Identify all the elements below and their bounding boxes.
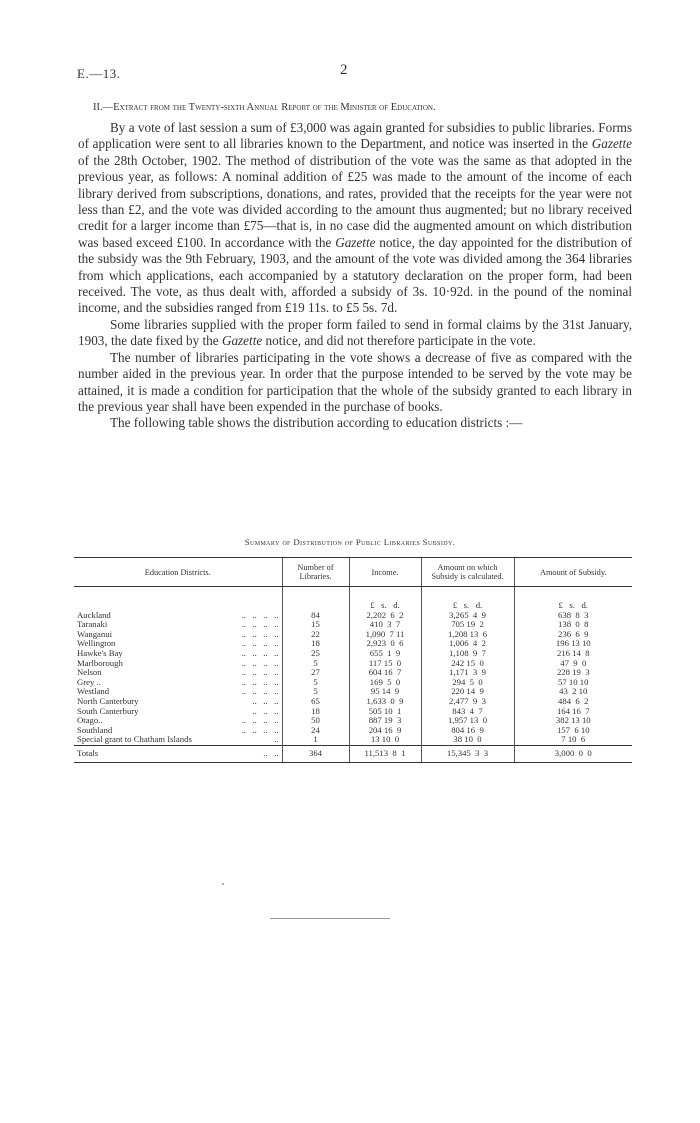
libraries-count: 5 [282,687,349,697]
district-name: South Canterbury [77,705,139,716]
end-rule [270,918,390,919]
totals-label: Totals [77,747,99,758]
unit-row [74,601,632,611]
libraries-count: 25 [282,649,349,659]
subsidy-value: 638 8 3 [514,611,632,621]
amount-value: 242 15 0 [421,659,514,669]
dot-leader: .. .. .. .. [241,628,279,639]
district-name: North Canterbury [77,695,139,706]
table-row [74,687,632,697]
subsidy-summary-table [74,557,632,763]
total-libraries: 364 [282,745,349,762]
amount-value: 294 5 0 [421,678,514,688]
spacer-row [74,587,632,602]
amount-value: 1,208 13 6 [421,630,514,640]
amount-value: 1,108 9 7 [421,649,514,659]
libraries-count: 15 [282,620,349,630]
gazette-italic: Gazette [221,333,263,349]
libraries-count: 5 [282,678,349,688]
table-row [74,639,632,649]
income-value: 169 5 0 [349,678,421,688]
subsidy-value: 382 13 10 [514,716,632,726]
dot-leader: .. .. .. .. [241,676,279,687]
subsidy-value: 236 6 9 [514,630,632,640]
table-row [74,668,632,678]
libraries-count: 65 [282,697,349,707]
section-numeral: II.— [93,102,114,113]
district-name: Marlborough [77,657,123,668]
unit-subsidy: £ s. d. [514,601,632,611]
income-value: 204 16 9 [349,726,421,736]
libraries-count: 22 [282,630,349,640]
amount-value: 1,171 3 9 [421,668,514,678]
unit-income: £ s. d. [349,601,421,611]
dot-leader: .. .. [263,747,279,758]
libraries-count: 18 [282,639,349,649]
income-value: 13 10 0 [349,735,421,745]
district-name: Wellington [77,638,116,649]
amount-value: 220 14 9 [421,687,514,697]
libraries-count: 84 [282,611,349,621]
amount-value: 804 16 9 [421,726,514,736]
income-value: 655 1 9 [349,649,421,659]
amount-value: 705 19 2 [421,620,514,630]
libraries-count: 27 [282,668,349,678]
paragraph-1-part-a: By a vote of last session a sum of £3,000 was again granted for subsidies to public libraries. Forms of application were sent to all libraries known to the Department, and notice was inserted in the [78,120,632,152]
amount-value: 1,006 4 2 [421,639,514,649]
district-name: Otago.. [77,715,103,726]
header-income: Income. [349,558,421,587]
amount-value: 3,265 4 9 [421,611,514,621]
dot-leader: .. .. .. .. [241,715,279,726]
subsidy-value: 216 14 8 [514,649,632,659]
district-name: Wanganui [77,628,113,639]
subsidy-value: 43 2 10 [514,687,632,697]
district-name: Hawke's Bay [77,647,123,658]
libraries-count: 1 [282,735,349,745]
totals-label-cell [74,745,282,762]
paragraph-2-part-b: notice, and did not therefore participate in the vote. [262,333,536,349]
stray-mark [222,883,224,885]
unit-amount: £ s. d. [421,601,514,611]
income-value: 117 15 0 [349,659,421,669]
paragraph-1-part-b: of the 28th October, 1902. The method of distribution of the vote was the same as that adopted in the previous year, as follows: A nominal addition of £25 was made to the amount of the income of each library derived from subscriptions, donations, and rates, provided that the receipts for the year were not less than £2, and the vote was divided according to the amount thus augmented; but no library received credit for a larger income than £75—that is, in no case did the augmented amount on which distribution was based exceed £100. In accordance with the [78,152,632,250]
dot-leader: .. .. .. .. [241,638,279,649]
table-row [74,678,632,688]
subsidy-value: 57 10 10 [514,678,632,688]
income-value: 1,633 0 9 [349,697,421,707]
dot-leader: .. .. .. .. [241,647,279,658]
table-row [74,649,632,659]
page-number: 2 [340,62,348,78]
table-title: Summary of Distribution of Public Libraries Subsidy. [244,537,456,547]
dot-leader: .. .. .. .. [241,686,279,697]
table-row [74,716,632,726]
income-value: 505 10 1 [349,707,421,717]
header-number: Number of Libraries. [282,558,349,587]
subsidy-value: 47 9 0 [514,659,632,669]
dot-leader: .. .. .. .. [241,619,279,630]
district-name: Auckland [77,609,111,620]
dot-leader: .. .. .. .. [241,724,279,735]
district-name: Westland [77,686,110,697]
total-income: 11,513 8 1 [349,745,421,762]
subsidy-value: 7 10 6 [514,735,632,745]
subsidy-value: 196 13 10 [514,639,632,649]
dot-leader: .. .. .. .. [241,667,279,678]
section-title [93,102,633,113]
report-body [78,120,632,432]
subsidy-value: 484 6 2 [514,697,632,707]
header-subsidy: Amount of Subsidy. [514,558,632,587]
subsidy-value: 138 0 8 [514,620,632,630]
libraries-count: 50 [282,716,349,726]
paragraph-1-part-c: notice, the day appointed for the distribution of the subsidy was the 9th February, 1903, and the amount of the vote was divided among the 364 libraries from which applications, each accompanied by a statutory declaration on the proper form, had been received. The vote, as thus dealt with, afforded a subsidy of 3s. 10·92d. in the pound of the nominal income, and the subsidies ranged from £19 11s. to £5 5s. 7d. [78,234,632,316]
paragraph-1 [78,120,632,317]
section-title-text: Extract from the Twenty-sixth Annual Report of the Minister of Education. [113,102,436,113]
income-value: 1,090 7 11 [349,630,421,640]
table-row [74,620,632,630]
income-value: 604 16 7 [349,668,421,678]
total-amount: 15,345 3 3 [421,745,514,762]
income-value: 887 19 3 [349,716,421,726]
gazette-italic: Gazette [591,136,632,152]
libraries-count: 24 [282,726,349,736]
amount-value: 843 4 7 [421,707,514,717]
district-name: Taranaki [77,619,108,630]
report-code: E.—13. [77,66,121,81]
income-value: 2,202 6 2 [349,611,421,621]
amount-value: 38 10 0 [421,735,514,745]
paragraph-4: The following table shows the distribution according to education districts :— [110,415,523,431]
paragraph-2-part-a: Some libraries supplied with the proper form failed to send in formal claims by the 31st January, 1903, the date fixed by the [78,316,632,349]
amount-value: 1,957 13 0 [421,716,514,726]
income-value: 2,923 0 6 [349,639,421,649]
table-body [74,587,632,763]
header-district: Education Districts. [74,558,282,587]
totals-row [74,745,632,762]
district-name: Grey .. [77,676,101,687]
gazette-italic: Gazette [335,234,376,250]
total-subsidy: 3,000 0 0 [514,745,632,762]
district-name: Nelson [77,667,102,678]
paragraph-3: The number of libraries participating in the vote shows a decrease of five as compared with the number aided in the previous year. In order that the purpose intended to be served by the vote may be attained, it is made a condition for participation that the whole of the subsidy granted to each library in the previous year shall have been expended in the purchase of books. [78,349,632,414]
district-name: Southland [77,724,113,735]
dot-leader: .. [274,734,279,745]
district-name: Special grant to Chatham Islands [77,734,192,745]
header-amount: Amount on which Subsidy is calculated. [421,558,514,587]
table-row [74,630,632,640]
subsidy-value: 164 16 7 [514,707,632,717]
dot-leader: .. .. .. .. [241,657,279,668]
income-value: 95 14 9 [349,687,421,697]
libraries-count: 5 [282,659,349,669]
table-row [74,611,632,621]
table-row [74,707,632,717]
dot-leader: .. .. .. .. [241,609,279,620]
libraries-count: 18 [282,707,349,717]
dot-leader: .. .. .. [252,695,279,706]
amount-value: 2,477 9 3 [421,697,514,707]
district-cell [74,735,282,745]
dot-leader: .. .. .. [252,705,279,716]
table-row [74,697,632,707]
income-value: 410 3 7 [349,620,421,630]
subsidy-value: 228 19 3 [514,668,632,678]
subsidy-value: 157 6 10 [514,726,632,736]
table-row [74,735,632,745]
table-header-row [74,558,632,587]
table-row [74,659,632,669]
paragraph-2 [78,317,632,350]
